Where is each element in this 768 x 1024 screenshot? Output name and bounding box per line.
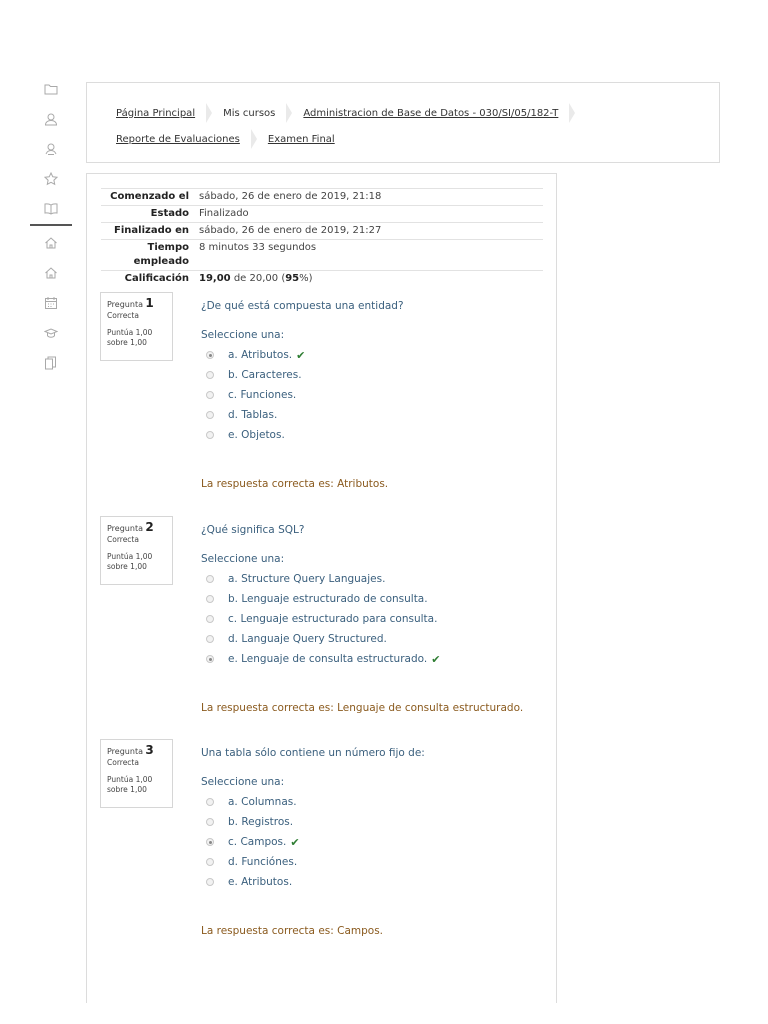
answer-option[interactable]: [206, 405, 305, 425]
answer-options: [206, 792, 300, 892]
answer-options: [206, 569, 440, 669]
breadcrumb-separator: [286, 103, 292, 123]
answer-option[interactable]: [206, 629, 440, 649]
summary-value: 8 minutos 33 segundos: [199, 242, 317, 253]
answer-option[interactable]: [206, 569, 440, 589]
answer-option[interactable]: [206, 812, 300, 832]
folder-icon[interactable]: [30, 74, 72, 104]
breadcrumb: [86, 82, 720, 163]
answer-label: b. Caracteres.: [228, 369, 302, 381]
answer-option[interactable]: [206, 589, 440, 609]
grade-suffix: %): [299, 273, 313, 284]
question-score: Puntúa 1,00 sobre 1,00: [107, 552, 153, 571]
question-score: Puntúa 1,00 sobre 1,00: [107, 775, 153, 794]
question-label: Pregunta: [107, 300, 143, 309]
select-one-prompt: Seleccione una:: [201, 329, 285, 341]
summary-label: Calificación: [124, 273, 189, 284]
summary-value: sábado, 26 de enero de 2019, 21:18: [199, 191, 382, 202]
book-icon[interactable]: [30, 194, 72, 226]
radio-button[interactable]: [206, 878, 214, 886]
question-label: Pregunta: [107, 524, 143, 533]
summary-label: Estado: [150, 208, 189, 219]
answer-option[interactable]: [206, 872, 300, 892]
check-icon: ✔: [431, 652, 441, 666]
check-icon: ✔: [290, 835, 300, 849]
breadcrumb-course-link[interactable]: Administracion de Base de Datos - 030/SI/05/182-T: [303, 107, 559, 119]
answer-label: b. Registros.: [228, 816, 294, 828]
radio-button[interactable]: [206, 635, 214, 643]
question-score: Puntúa 1,00 sobre 1,00: [107, 328, 153, 347]
summary-row-state: [101, 206, 543, 223]
attempt-summary-table: [101, 188, 543, 287]
answer-option[interactable]: [206, 832, 300, 852]
answer-option[interactable]: [206, 425, 305, 445]
radio-button[interactable]: [206, 575, 214, 583]
answer-label: d. Languaje Query Structured.: [228, 633, 387, 645]
summary-label: Tiempo empleado: [133, 242, 189, 267]
select-one-prompt: Seleccione una:: [201, 553, 285, 565]
correct-answer-feedback: La respuesta correcta es: Atributos.: [201, 478, 389, 490]
answer-label: a. Atributos.: [228, 349, 293, 361]
summary-row-time: [101, 240, 543, 271]
user-icon[interactable]: [30, 104, 72, 134]
answer-option[interactable]: [206, 345, 305, 365]
question-number: 2: [145, 520, 154, 534]
summary-label: Finalizado en: [114, 225, 189, 236]
correct-answer-feedback: La respuesta correcta es: Campos.: [201, 925, 384, 937]
radio-button[interactable]: [206, 838, 214, 846]
question-number: 1: [145, 296, 154, 310]
radio-button[interactable]: [206, 431, 214, 439]
answer-label: c. Funciones.: [228, 389, 297, 401]
answer-label: a. Columnas.: [228, 796, 297, 808]
home-icon[interactable]: [30, 228, 72, 258]
question-label: Pregunta: [107, 747, 143, 756]
answer-label: e. Atributos.: [228, 876, 293, 888]
summary-row-grade: [101, 271, 543, 287]
question-state: Correcta: [107, 311, 139, 320]
breadcrumb-home-link[interactable]: Página Principal: [116, 107, 196, 119]
radio-button[interactable]: [206, 411, 214, 419]
breadcrumb-separator: [206, 103, 212, 123]
question-text: ¿Qué significa SQL?: [201, 524, 305, 536]
answer-label: a. Structure Query Languajes.: [228, 573, 386, 585]
radio-button[interactable]: [206, 391, 214, 399]
question-state: Correcta: [107, 758, 139, 767]
grade-score: 19,00: [199, 273, 231, 284]
question-number: 3: [145, 743, 154, 757]
question-info-box: [100, 516, 173, 585]
grade-of: de 20,00 (: [233, 273, 286, 284]
answer-label: d. Funciónes.: [228, 856, 298, 868]
answer-label: c. Lenguaje estructurado para consulta.: [228, 613, 438, 625]
radio-button[interactable]: [206, 655, 214, 663]
home-icon[interactable]: [30, 258, 72, 288]
summary-value: Finalizado: [199, 208, 249, 219]
breadcrumb-reports-link[interactable]: Reporte de Evaluaciones: [116, 133, 240, 145]
files-icon[interactable]: [30, 348, 72, 378]
star-icon[interactable]: [30, 164, 72, 194]
answer-option[interactable]: [206, 365, 305, 385]
answer-label: e. Objetos.: [228, 429, 285, 441]
question-state: Correcta: [107, 535, 139, 544]
breadcrumb-my-courses[interactable]: Mis cursos: [223, 107, 276, 119]
check-icon: ✔: [296, 348, 306, 362]
summary-label: Comenzado el: [110, 191, 189, 202]
radio-button[interactable]: [206, 858, 214, 866]
select-one-prompt: Seleccione una:: [201, 776, 285, 788]
graduation-cap-icon[interactable]: [30, 318, 72, 348]
summary-row-finished: [101, 223, 543, 240]
answer-option[interactable]: [206, 649, 440, 669]
question-text: Una tabla sólo contiene un número fijo de:: [201, 747, 425, 759]
correct-answer-feedback: La respuesta correcta es: Lenguaje de consulta estructurado.: [201, 702, 524, 714]
answer-option[interactable]: [206, 609, 440, 629]
breadcrumb-separator: [569, 103, 575, 123]
users-icon[interactable]: [30, 134, 72, 164]
answer-label: d. Tablas.: [228, 409, 278, 421]
summary-value: sábado, 26 de enero de 2019, 21:27: [199, 225, 382, 236]
quiz-review-panel: [86, 173, 557, 1003]
answer-label: c. Campos.: [228, 836, 287, 848]
answer-option[interactable]: [206, 852, 300, 872]
question-info-box: [100, 292, 173, 361]
radio-button[interactable]: [206, 371, 214, 379]
question-info-box: [100, 739, 173, 808]
grade-value: [199, 272, 543, 286]
left-nav-rail: [30, 74, 72, 378]
answer-option[interactable]: [206, 792, 300, 812]
radio-button[interactable]: [206, 615, 214, 623]
summary-row-started: [101, 189, 543, 206]
answer-options: [206, 345, 305, 445]
answer-label: b. Lenguaje estructurado de consulta.: [228, 593, 428, 605]
radio-button[interactable]: [206, 351, 214, 359]
answer-option[interactable]: [206, 385, 305, 405]
radio-button[interactable]: [206, 818, 214, 826]
calendar-icon[interactable]: [30, 288, 72, 318]
question-text: ¿De qué está compuesta una entidad?: [201, 300, 404, 312]
breadcrumb-exam-link[interactable]: Examen Final: [267, 133, 335, 145]
breadcrumb-separator: [251, 129, 257, 149]
radio-button[interactable]: [206, 595, 214, 603]
answer-label: e. Lenguaje de consulta estructurado.: [228, 653, 428, 665]
grade-percent: 95: [285, 273, 300, 284]
radio-button[interactable]: [206, 798, 214, 806]
